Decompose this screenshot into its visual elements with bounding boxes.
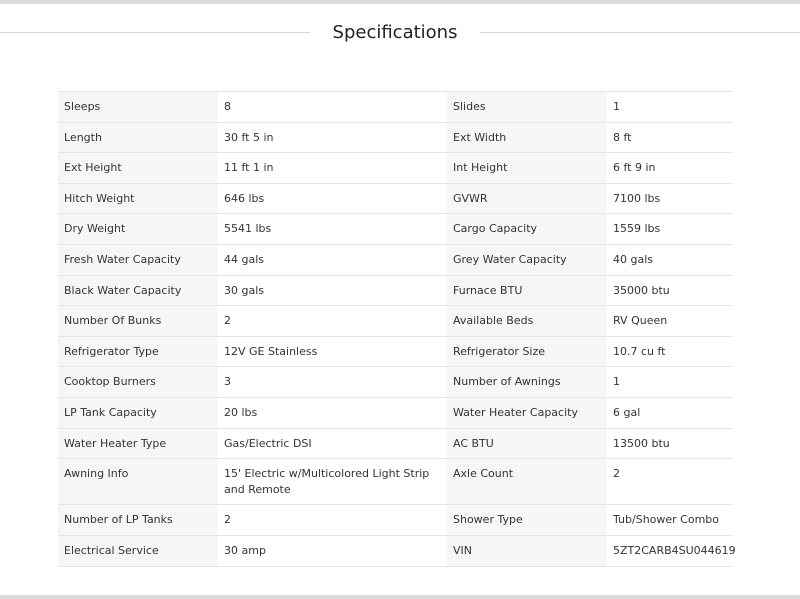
spec-row: [58, 505, 733, 536]
spec-label: VIN: [447, 535, 607, 566]
spec-label: Sleeps: [58, 92, 218, 123]
spec-label: Refrigerator Type: [58, 336, 218, 367]
spec-value: 30 gals: [218, 275, 447, 306]
spec-value: 2: [218, 505, 447, 536]
spec-value: 44 gals: [218, 244, 447, 275]
spec-label: Number Of Bunks: [58, 306, 218, 337]
spec-label: Water Heater Capacity: [447, 397, 607, 428]
spec-value: 1: [607, 92, 733, 123]
spec-label: Black Water Capacity: [58, 275, 218, 306]
spec-label: Fresh Water Capacity: [58, 244, 218, 275]
spec-value: 7100 lbs: [607, 183, 733, 214]
spec-label: Ext Width: [447, 122, 607, 153]
spec-value: 15' Electric w/Multicolored Light Strip and Remote: [218, 459, 447, 505]
spec-label: Water Heater Type: [58, 428, 218, 459]
spec-value: 12V GE Stainless: [218, 336, 447, 367]
spec-label: Furnace BTU: [447, 275, 607, 306]
spec-label: LP Tank Capacity: [58, 397, 218, 428]
spec-row: [58, 275, 733, 306]
spec-row: [58, 397, 733, 428]
header-divider-left: [0, 32, 310, 33]
spec-label: Grey Water Capacity: [447, 244, 607, 275]
spec-value: 5ZT2CARB4SU044619: [607, 535, 733, 566]
spec-label: Shower Type: [447, 505, 607, 536]
spec-label: Number of Awnings: [447, 367, 607, 398]
specifications-table: [58, 91, 736, 567]
spec-row: [58, 367, 733, 398]
spec-value: 2: [607, 459, 733, 505]
spec-label: Available Beds: [447, 306, 607, 337]
spec-row: [58, 92, 733, 123]
spec-label: Cooktop Burners: [58, 367, 218, 398]
spec-label: Electrical Service: [58, 535, 218, 566]
bottom-border: [0, 595, 800, 599]
spec-label: Cargo Capacity: [447, 214, 607, 245]
spec-label: Length: [58, 122, 218, 153]
spec-row: [58, 244, 733, 275]
spec-value: 40 gals: [607, 244, 733, 275]
top-border: [0, 0, 800, 4]
spec-value: 646 lbs: [218, 183, 447, 214]
spec-label: Dry Weight: [58, 214, 218, 245]
spec-label: GVWR: [447, 183, 607, 214]
spec-label: Refrigerator Size: [447, 336, 607, 367]
spec-value: 2: [218, 306, 447, 337]
spec-row: [58, 153, 733, 184]
spec-value: 35000 btu: [607, 275, 733, 306]
spec-label: Ext Height: [58, 153, 218, 184]
spec-value: 10.7 cu ft: [607, 336, 733, 367]
spec-label: Hitch Weight: [58, 183, 218, 214]
spec-value: 8: [218, 92, 447, 123]
spec-label: Slides: [447, 92, 607, 123]
spec-value: 20 lbs: [218, 397, 447, 428]
spec-label: AC BTU: [447, 428, 607, 459]
spec-value: Tub/Shower Combo: [607, 505, 733, 536]
section-title: Specifications: [332, 22, 458, 43]
specifications-table-body: [58, 92, 736, 567]
spec-label: Axle Count: [447, 459, 607, 505]
spec-value: 11 ft 1 in: [218, 153, 447, 184]
spec-value: 6 ft 9 in: [607, 153, 733, 184]
spec-row: [58, 306, 733, 337]
spec-value: 30 amp: [218, 535, 447, 566]
header-divider-right: [480, 32, 800, 33]
spec-label: Number of LP Tanks: [58, 505, 218, 536]
spec-label: Int Height: [447, 153, 607, 184]
spec-row: [58, 336, 733, 367]
spec-value: 30 ft 5 in: [218, 122, 447, 153]
section-header: [0, 18, 800, 48]
spec-label: Awning Info: [58, 459, 218, 505]
spec-value: 3: [218, 367, 447, 398]
spec-value: Gas/Electric DSI: [218, 428, 447, 459]
spec-row: [58, 428, 733, 459]
spec-row: [58, 214, 733, 245]
spec-value: 13500 btu: [607, 428, 733, 459]
spec-value: RV Queen: [607, 306, 733, 337]
spec-row: [58, 183, 733, 214]
spec-value: 5541 lbs: [218, 214, 447, 245]
spec-value: 8 ft: [607, 122, 733, 153]
spec-value: 6 gal: [607, 397, 733, 428]
spec-row: [58, 122, 733, 153]
spec-value: 1: [607, 367, 733, 398]
spec-row: [58, 535, 733, 566]
spec-row: [58, 459, 733, 505]
spec-value: 1559 lbs: [607, 214, 733, 245]
